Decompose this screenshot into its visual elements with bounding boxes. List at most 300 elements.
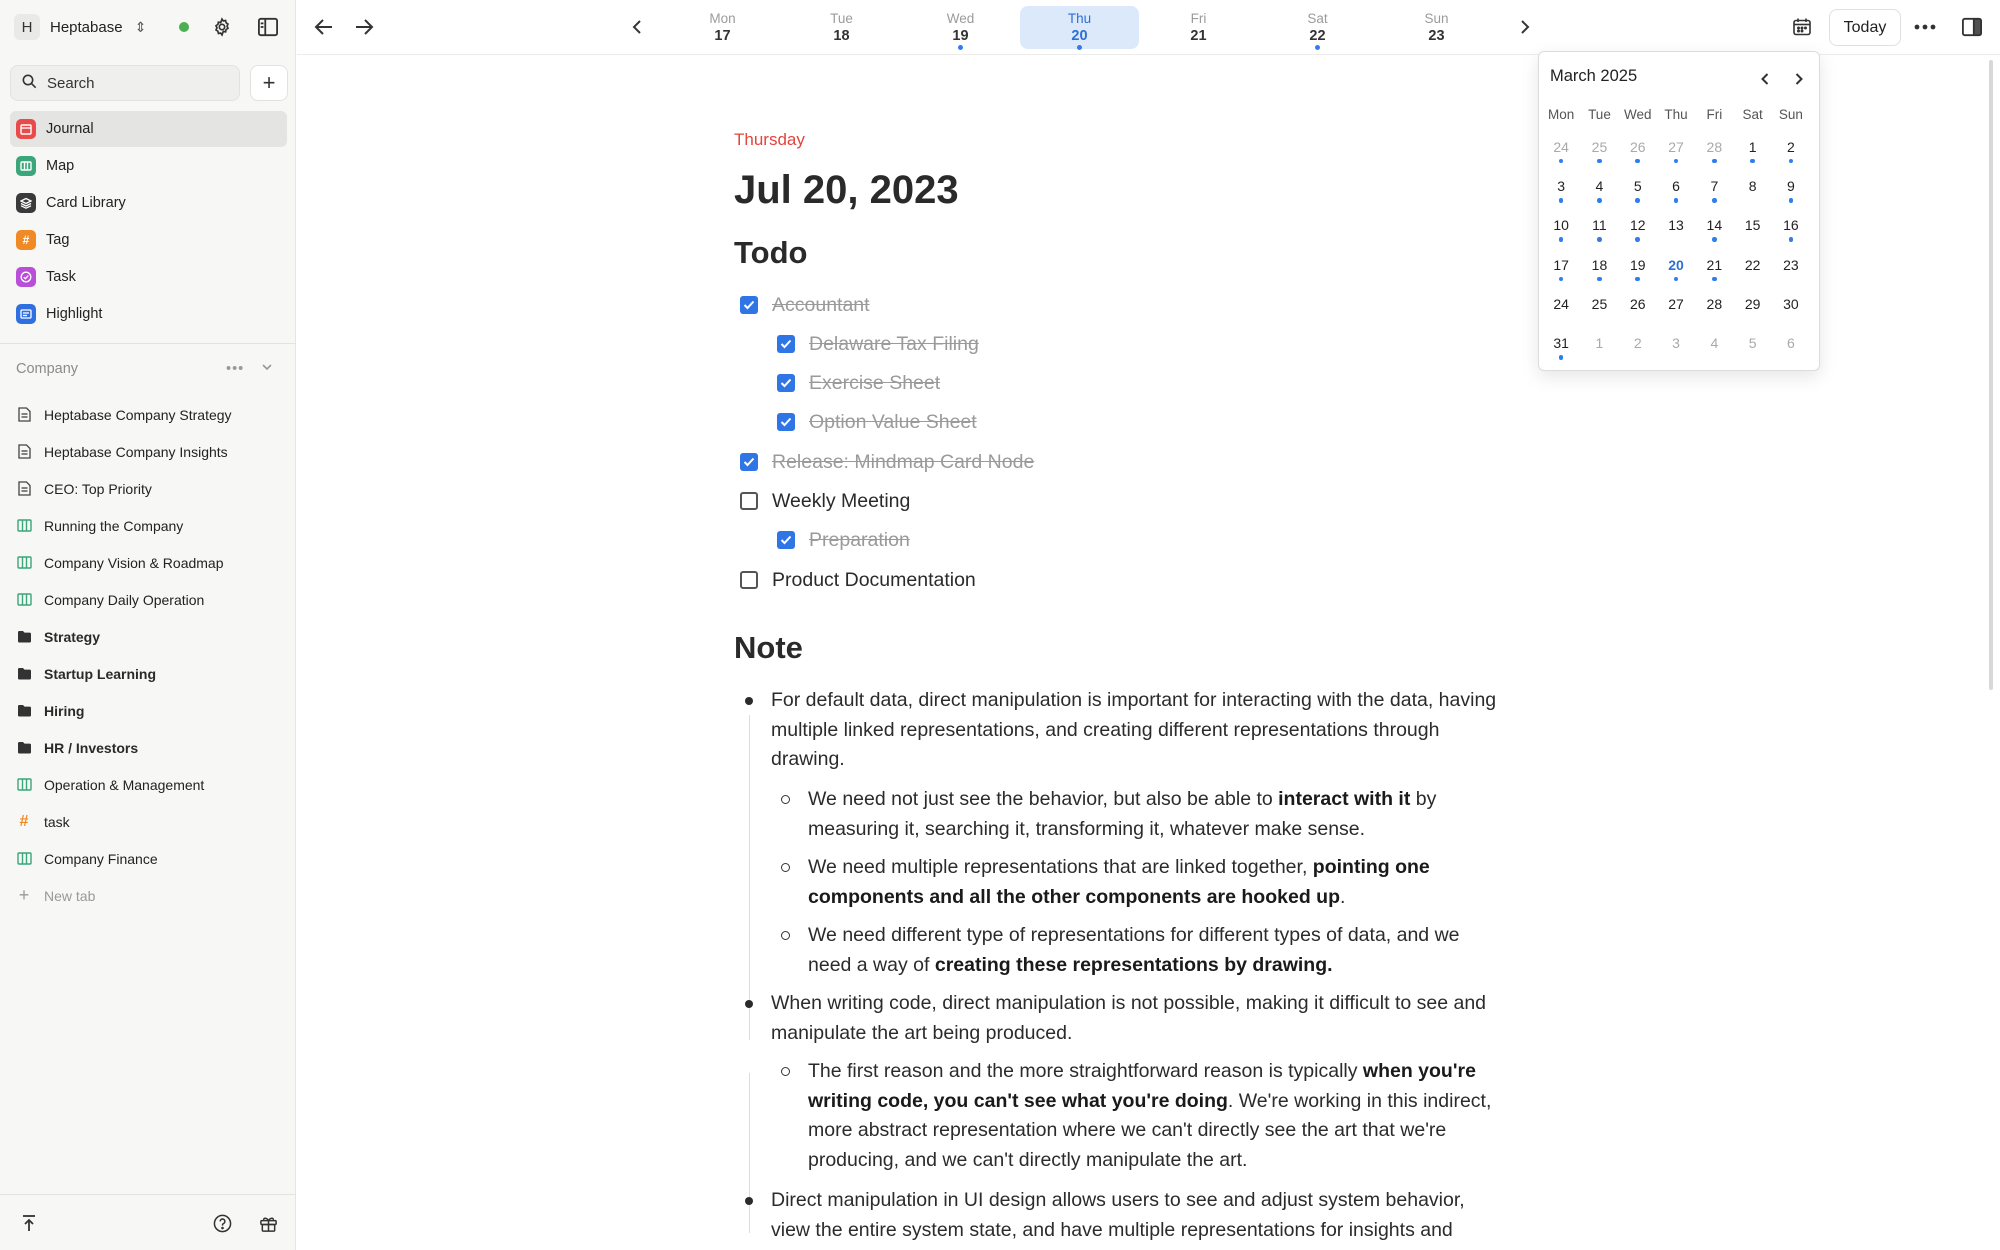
note-line: view the entire system state, and have multiple representations for insights and bbox=[771, 1218, 1453, 1241]
tree-item-label: Running the Company bbox=[44, 517, 184, 534]
entry-dot bbox=[1635, 237, 1640, 242]
checkbox-unchecked[interactable] bbox=[740, 492, 758, 510]
note-line: For default data, direct manipulation is important for interacting with the data, having bbox=[771, 689, 1497, 711]
entry-dot bbox=[1789, 159, 1794, 164]
journal-icon bbox=[16, 119, 36, 139]
bullet-circle bbox=[781, 863, 790, 872]
note-text[interactable] bbox=[771, 1186, 1571, 1245]
calendar-day[interactable] bbox=[1542, 127, 1580, 166]
entry-dot bbox=[1559, 159, 1564, 164]
day-name: Fri bbox=[1190, 11, 1207, 26]
sidebar-item-task[interactable] bbox=[10, 259, 287, 295]
tree-item-label: CEO: Top Priority bbox=[44, 480, 152, 497]
calendar-day[interactable] bbox=[1542, 245, 1580, 284]
todo-item[interactable] bbox=[777, 407, 977, 437]
hash-icon: # bbox=[19, 812, 29, 830]
entry-dot bbox=[1674, 159, 1679, 164]
more-options-icon[interactable] bbox=[1910, 12, 1940, 42]
calendar-day-number: 16 bbox=[1783, 217, 1799, 234]
day-date: 21 bbox=[1190, 28, 1207, 44]
entry-dot bbox=[1559, 198, 1564, 203]
day-thu-selected[interactable] bbox=[1020, 6, 1139, 49]
todo-text[interactable]: Release: Mindmap Card Node bbox=[772, 450, 1035, 473]
entry-dot bbox=[1712, 237, 1717, 242]
entry-dot bbox=[1559, 277, 1564, 282]
calendar-day[interactable] bbox=[1619, 323, 1657, 362]
bullet-circle bbox=[781, 931, 790, 940]
gift-icon[interactable] bbox=[253, 1208, 283, 1238]
calendar-day-number: 19 bbox=[1629, 256, 1646, 273]
calendar-day[interactable] bbox=[1580, 166, 1618, 205]
sidebar-item-label: Tag bbox=[46, 232, 70, 248]
calendar-day[interactable] bbox=[1657, 206, 1695, 245]
bullet-dot bbox=[745, 697, 753, 705]
week-strip bbox=[663, 6, 1496, 49]
calendar-day[interactable] bbox=[1542, 206, 1580, 245]
entry-dot bbox=[1597, 159, 1602, 164]
calendar-weekday-header: Fri bbox=[1706, 106, 1723, 122]
calendar-day[interactable] bbox=[1619, 127, 1657, 166]
note-line: producing, and we can't directly manipulate the art. bbox=[808, 1148, 1248, 1171]
checkbox-checked[interactable] bbox=[777, 374, 795, 392]
note-line: We need multiple representations that are linked together, pointing one bbox=[808, 856, 1430, 878]
calendar-day-number: 23 bbox=[1783, 256, 1799, 273]
tree-item-label: Company Vision & Roadmap bbox=[44, 554, 224, 571]
collapse-up-icon[interactable] bbox=[14, 1208, 44, 1238]
day-date: 17 bbox=[714, 28, 731, 44]
calendar-day[interactable] bbox=[1772, 284, 1810, 323]
folder-icon bbox=[16, 629, 32, 645]
checkbox-checked[interactable] bbox=[740, 453, 758, 471]
tree-item[interactable] bbox=[16, 840, 286, 877]
calendar-day-number: 24 bbox=[1553, 295, 1569, 312]
back-arrow-icon[interactable] bbox=[309, 12, 339, 42]
calendar-day-number: 5 bbox=[1633, 177, 1642, 194]
calendar-day[interactable] bbox=[1772, 323, 1810, 362]
calendar-day-number: 27 bbox=[1668, 138, 1684, 155]
help-icon[interactable] bbox=[207, 1208, 237, 1238]
calendar-day-number: 24 bbox=[1553, 138, 1569, 155]
calendar-day[interactable] bbox=[1657, 166, 1695, 205]
calendar-day-number: 11 bbox=[1592, 217, 1607, 234]
calendar-day-number: 21 bbox=[1706, 256, 1723, 273]
calendar-day-number: 3 bbox=[1557, 177, 1566, 194]
day-date: 22 bbox=[1309, 28, 1326, 44]
entry-dot bbox=[1789, 198, 1794, 203]
entry-dot bbox=[1077, 45, 1082, 50]
calendar-day[interactable] bbox=[1619, 206, 1657, 245]
calendar-day[interactable] bbox=[1772, 166, 1810, 205]
tree-item[interactable] bbox=[16, 507, 286, 544]
entry-dot bbox=[1750, 159, 1755, 164]
day-wed[interactable] bbox=[901, 6, 1020, 49]
calendar-day-number: 1 bbox=[1748, 138, 1757, 155]
section-more-icon[interactable]: ••• bbox=[226, 361, 245, 377]
note-text[interactable] bbox=[808, 921, 1568, 980]
todo-text[interactable]: Product Documentation bbox=[772, 568, 976, 591]
tree-item[interactable] bbox=[16, 618, 286, 655]
entry-dot bbox=[1789, 237, 1794, 242]
map-icon bbox=[16, 555, 32, 571]
plus-icon: + bbox=[18, 885, 30, 905]
calendar-day-number: 6 bbox=[1787, 335, 1795, 352]
calendar-day[interactable] bbox=[1772, 206, 1810, 245]
sidebar-item-label: Map bbox=[46, 158, 75, 174]
sidebar-divider bbox=[0, 343, 296, 344]
calendar-day[interactable] bbox=[1542, 166, 1580, 205]
sidebar-item-tag[interactable] bbox=[10, 222, 287, 258]
calendar-day-number: 12 bbox=[1629, 217, 1646, 234]
todo-item[interactable] bbox=[740, 565, 976, 595]
calendar-day[interactable] bbox=[1657, 284, 1695, 323]
sidebar-item-map[interactable] bbox=[10, 148, 287, 184]
todo-item[interactable] bbox=[777, 525, 910, 555]
calendar-day[interactable] bbox=[1580, 284, 1618, 323]
document-icon bbox=[16, 444, 32, 460]
todo-item[interactable] bbox=[740, 290, 870, 320]
calendar-day[interactable] bbox=[1657, 127, 1695, 166]
checkbox-checked[interactable] bbox=[740, 296, 758, 314]
day-sat[interactable] bbox=[1258, 6, 1377, 49]
map-icon bbox=[16, 592, 32, 608]
tree-item[interactable] bbox=[16, 692, 286, 729]
todo-text[interactable]: Accountant bbox=[772, 293, 870, 316]
map-icon bbox=[16, 156, 36, 176]
calendar-day[interactable] bbox=[1619, 284, 1657, 323]
calendar-day[interactable] bbox=[1580, 127, 1618, 166]
calendar-icon[interactable] bbox=[1787, 12, 1817, 42]
note-line: The first reason and the more straightforward reason is typically when you're bbox=[808, 1060, 1476, 1082]
day-date: 23 bbox=[1428, 28, 1445, 44]
tree-item[interactable] bbox=[16, 655, 286, 692]
search-icon bbox=[21, 73, 37, 94]
section-header-company[interactable] bbox=[16, 356, 281, 382]
note-line: We need different type of representations for different types of data, and we bbox=[808, 924, 1460, 946]
calendar-day-number: 3 bbox=[1672, 335, 1680, 352]
calendar-day-number: 28 bbox=[1706, 295, 1723, 312]
day-tue[interactable] bbox=[782, 6, 901, 49]
calendar-day[interactable] bbox=[1580, 245, 1618, 284]
tree-item[interactable] bbox=[16, 544, 286, 581]
tree-item-label: Heptabase Company Strategy bbox=[44, 406, 232, 423]
sidebar-item-journal[interactable] bbox=[10, 111, 287, 147]
note-line: components and all the other components are hooked up. bbox=[808, 885, 1346, 908]
todo-text[interactable]: Preparation bbox=[809, 528, 910, 551]
calendar-month-title: March 2025 bbox=[1550, 67, 1638, 85]
entry-dot bbox=[1635, 277, 1640, 282]
bullet-circle bbox=[781, 795, 790, 804]
todo-item[interactable] bbox=[777, 329, 979, 359]
note-text[interactable] bbox=[808, 853, 1568, 912]
calendar-day[interactable] bbox=[1695, 127, 1733, 166]
tree-item-label: Heptabase Company Insights bbox=[44, 443, 228, 460]
entry-dot bbox=[1315, 45, 1320, 50]
calendar-day-number: 30 bbox=[1783, 295, 1799, 312]
entry-dot bbox=[1559, 237, 1564, 242]
note-text[interactable] bbox=[808, 1057, 1568, 1175]
entry-dot bbox=[1712, 159, 1717, 164]
entry-dot bbox=[1635, 198, 1640, 203]
workspace-row[interactable] bbox=[14, 12, 284, 42]
tree-item-label: Strategy bbox=[44, 628, 101, 645]
top-bar bbox=[297, 0, 2000, 55]
sidebar-item-label: Card Library bbox=[46, 195, 126, 211]
calendar-day[interactable] bbox=[1619, 166, 1657, 205]
settings-gear-icon[interactable] bbox=[207, 12, 237, 42]
toggle-sidebar-icon[interactable] bbox=[253, 12, 283, 42]
entry-dot bbox=[1674, 277, 1679, 282]
search-box[interactable] bbox=[10, 65, 240, 101]
calendar-day-number: 14 bbox=[1706, 217, 1723, 234]
note-heading[interactable]: Note bbox=[734, 630, 803, 665]
calendar-day[interactable] bbox=[1580, 323, 1618, 362]
entry-dot bbox=[1597, 237, 1602, 242]
calendar-day[interactable] bbox=[1542, 323, 1580, 362]
day-name: Sat bbox=[1307, 11, 1328, 26]
calendar-day-number: 15 bbox=[1744, 217, 1761, 234]
section-title: Company bbox=[16, 361, 79, 377]
calendar-day-number: 5 bbox=[1748, 335, 1757, 352]
today-button[interactable]: Today bbox=[1829, 9, 1901, 46]
tree-item[interactable] bbox=[16, 396, 286, 433]
day-date: 19 bbox=[952, 28, 969, 44]
journal-weekday: Thursday bbox=[734, 130, 805, 149]
new-tab-label: New tab bbox=[44, 887, 96, 904]
next-week-chevron-icon[interactable] bbox=[1510, 12, 1540, 42]
journal-date-title: Jul 20, 2023 bbox=[734, 168, 959, 212]
tree-item[interactable] bbox=[16, 766, 286, 803]
prev-week-chevron-icon[interactable] bbox=[622, 12, 652, 42]
todo-item[interactable] bbox=[740, 486, 910, 516]
tree-item[interactable] bbox=[16, 803, 286, 840]
calendar-day-number: 25 bbox=[1591, 295, 1608, 312]
sidebar-item-card-library[interactable] bbox=[10, 185, 287, 221]
indent-guide-line bbox=[749, 1073, 750, 1233]
document-icon bbox=[16, 481, 32, 497]
calendar-day[interactable] bbox=[1733, 127, 1771, 166]
chevron-down-icon[interactable] bbox=[261, 361, 273, 377]
calendar-day[interactable] bbox=[1733, 245, 1771, 284]
note-line: When writing code, direct manipulation is not possible, making it difficult to see and bbox=[771, 992, 1487, 1014]
calendar-day-number: 25 bbox=[1591, 138, 1608, 155]
calendar-day-number: 18 bbox=[1591, 256, 1608, 273]
tree-item-label: HR / Investors bbox=[44, 739, 139, 756]
document-icon bbox=[16, 407, 32, 423]
bullet-dot bbox=[745, 1197, 753, 1205]
calendar-day-number: 7 bbox=[1710, 177, 1719, 194]
note-line: measuring it, searching it, transforming it, whatever make sense. bbox=[808, 817, 1366, 840]
calendar-weekday-header: Thu bbox=[1664, 106, 1688, 122]
calendar-day[interactable] bbox=[1733, 284, 1771, 323]
day-date: 20 bbox=[1071, 28, 1088, 44]
calendar-day[interactable] bbox=[1695, 245, 1733, 284]
tree-item-label: Startup Learning bbox=[44, 665, 157, 682]
calendar-day-number: 22 bbox=[1744, 256, 1761, 273]
note-line: multiple linked representations, and creating different representations through bbox=[771, 718, 1440, 741]
note-line: We need not just see the behavior, but also be able to interact with it by bbox=[808, 788, 1437, 810]
checkbox-checked[interactable] bbox=[777, 413, 795, 431]
folder-icon bbox=[16, 740, 32, 756]
calendar-day-number: 6 bbox=[1672, 177, 1680, 194]
calendar-day[interactable] bbox=[1580, 206, 1618, 245]
new-tab-item[interactable] bbox=[16, 877, 286, 914]
calendar-day[interactable] bbox=[1657, 323, 1695, 362]
calendar-weekday-header: Mon bbox=[1548, 106, 1575, 122]
day-fri[interactable] bbox=[1139, 6, 1258, 49]
entry-dot bbox=[1597, 277, 1602, 282]
calendar-day[interactable] bbox=[1772, 245, 1810, 284]
calendar-day-number: 17 bbox=[1553, 256, 1569, 273]
entry-dot bbox=[1559, 355, 1564, 360]
todo-item[interactable] bbox=[777, 368, 940, 398]
tree-item-label: Operation & Management bbox=[44, 776, 205, 793]
note-text[interactable] bbox=[771, 989, 1571, 1048]
day-mon[interactable] bbox=[663, 6, 782, 49]
folder-icon bbox=[16, 703, 32, 719]
calendar-weekday-header: Wed bbox=[1623, 106, 1652, 122]
calendar-day[interactable] bbox=[1772, 127, 1810, 166]
checkbox-checked[interactable] bbox=[777, 531, 795, 549]
tree-item-label: Hiring bbox=[44, 702, 85, 719]
tree-item-label: Company Finance bbox=[44, 850, 158, 867]
checkbox-unchecked[interactable] bbox=[740, 571, 758, 589]
calendar-day-current[interactable] bbox=[1657, 245, 1695, 284]
sidebar-nav bbox=[10, 111, 287, 333]
folder-icon bbox=[16, 666, 32, 682]
calendar-day[interactable] bbox=[1695, 166, 1733, 205]
entry-dot bbox=[1712, 198, 1717, 203]
sidebar-item-highlight[interactable] bbox=[10, 296, 287, 332]
map-icon bbox=[16, 777, 32, 793]
next-month-chevron-icon[interactable] bbox=[1784, 64, 1814, 94]
note-text[interactable] bbox=[808, 785, 1568, 844]
workspace-switch-icon[interactable]: ⇕ bbox=[134, 18, 147, 35]
todo-heading[interactable]: Todo bbox=[734, 235, 808, 270]
note-line: writing code, you can't see what you're doing. We're working in this indirect, bbox=[808, 1089, 1492, 1112]
entry-dot bbox=[1712, 277, 1717, 282]
calendar-day-number: 4 bbox=[1595, 177, 1604, 194]
workspace-avatar: H bbox=[14, 14, 40, 40]
tree-item[interactable] bbox=[16, 581, 286, 618]
day-name: Thu bbox=[1067, 11, 1092, 26]
calendar-day[interactable] bbox=[1542, 284, 1580, 323]
calendar-grid bbox=[1542, 101, 1810, 363]
layers-icon bbox=[16, 193, 36, 213]
day-name: Wed bbox=[946, 11, 975, 26]
search-input[interactable] bbox=[47, 75, 227, 92]
entry-dot bbox=[1674, 198, 1679, 203]
tree-item-label: Company Daily Operation bbox=[44, 591, 205, 608]
note-line: more abstract representation where we can't directly see the art that we're bbox=[808, 1119, 1447, 1141]
map-icon bbox=[16, 518, 32, 534]
todo-text[interactable]: Delaware Tax Filing bbox=[809, 332, 979, 355]
calendar-day-number: 26 bbox=[1629, 295, 1646, 312]
indent-guide-line bbox=[749, 715, 750, 1040]
calendar-weekday-header: Tue bbox=[1588, 106, 1611, 122]
hash-icon: # bbox=[16, 230, 36, 250]
todo-text[interactable]: Exercise Sheet bbox=[809, 371, 941, 394]
tree-item[interactable] bbox=[16, 729, 286, 766]
calendar-day-number: 10 bbox=[1553, 217, 1569, 234]
calendar-day[interactable] bbox=[1733, 323, 1771, 362]
tree-item[interactable] bbox=[16, 470, 286, 507]
calendar-day-number: 1 bbox=[1595, 335, 1604, 352]
calendar-day-number: 20 bbox=[1668, 256, 1684, 273]
entry-dot bbox=[1597, 198, 1602, 203]
scrollbar[interactable] bbox=[1989, 60, 1993, 690]
calendar-day-number: 9 bbox=[1787, 177, 1795, 194]
sidebar-item-label: Journal bbox=[46, 121, 94, 137]
sidebar-footer bbox=[0, 1194, 296, 1250]
tree-item[interactable] bbox=[16, 433, 286, 470]
sidebar-tree bbox=[16, 396, 286, 914]
note-line: manipulate the art being produced. bbox=[771, 1021, 1073, 1044]
todo-text[interactable]: Option Value Sheet bbox=[809, 410, 977, 433]
sidebar bbox=[0, 0, 296, 1250]
calendar-day[interactable] bbox=[1695, 323, 1733, 362]
calendar-day[interactable] bbox=[1733, 166, 1771, 205]
check-circle-icon bbox=[16, 267, 36, 287]
checkbox-checked[interactable] bbox=[777, 335, 795, 353]
workspace-name[interactable]: Heptabase bbox=[50, 18, 123, 36]
calendar-day-number: 28 bbox=[1706, 138, 1723, 155]
day-name: Sun bbox=[1424, 11, 1449, 26]
prev-month-chevron-icon[interactable] bbox=[1750, 64, 1780, 94]
calendar-day-number: 27 bbox=[1668, 295, 1684, 312]
calendar-day-number: 2 bbox=[1787, 138, 1795, 155]
map-icon bbox=[16, 851, 32, 867]
note-text[interactable] bbox=[771, 686, 1571, 775]
calendar-day[interactable] bbox=[1733, 206, 1771, 245]
calendar-day-number: 13 bbox=[1668, 217, 1684, 234]
calendar-weekday-header: Sat bbox=[1742, 106, 1763, 122]
day-date: 18 bbox=[833, 28, 850, 44]
calendar-day-number: 29 bbox=[1744, 295, 1761, 312]
calendar-day[interactable] bbox=[1695, 206, 1733, 245]
right-panel-icon[interactable] bbox=[1957, 12, 1987, 42]
day-name: Tue bbox=[830, 11, 853, 26]
calendar-weekday-header: Sun bbox=[1778, 106, 1803, 122]
entry-dot bbox=[958, 45, 963, 50]
todo-item[interactable] bbox=[740, 447, 1034, 477]
calendar-popover bbox=[1538, 51, 1820, 371]
calendar-day-number: 4 bbox=[1710, 335, 1719, 352]
sidebar-item-label: Highlight bbox=[46, 306, 103, 322]
calendar-day-number: 26 bbox=[1629, 138, 1646, 155]
entry-dot bbox=[1635, 159, 1640, 164]
bullet-dot bbox=[745, 1000, 753, 1008]
calendar-day-number: 8 bbox=[1748, 177, 1757, 194]
note-line: drawing. bbox=[771, 748, 845, 770]
calendar-day-number: 2 bbox=[1633, 335, 1642, 352]
bullet-circle bbox=[781, 1067, 790, 1076]
calendar-day-number: 31 bbox=[1553, 335, 1569, 352]
sidebar-item-label: Task bbox=[46, 269, 76, 285]
calendar-day[interactable] bbox=[1695, 284, 1733, 323]
add-button[interactable] bbox=[250, 65, 288, 101]
note-line: need a way of creating these representations by drawing. bbox=[808, 953, 1333, 976]
plus-icon: + bbox=[262, 70, 276, 95]
todo-text[interactable]: Weekly Meeting bbox=[772, 489, 911, 512]
forward-arrow-icon[interactable] bbox=[349, 12, 379, 42]
highlight-icon bbox=[16, 304, 36, 324]
day-sun[interactable] bbox=[1377, 6, 1496, 49]
note-line: Direct manipulation in UI design allows users to see and adjust system behavior, bbox=[771, 1189, 1465, 1211]
day-name: Mon bbox=[709, 11, 736, 26]
calendar-day[interactable] bbox=[1619, 245, 1657, 284]
sync-status-dot bbox=[179, 22, 189, 32]
tree-item-label: task bbox=[44, 813, 70, 830]
